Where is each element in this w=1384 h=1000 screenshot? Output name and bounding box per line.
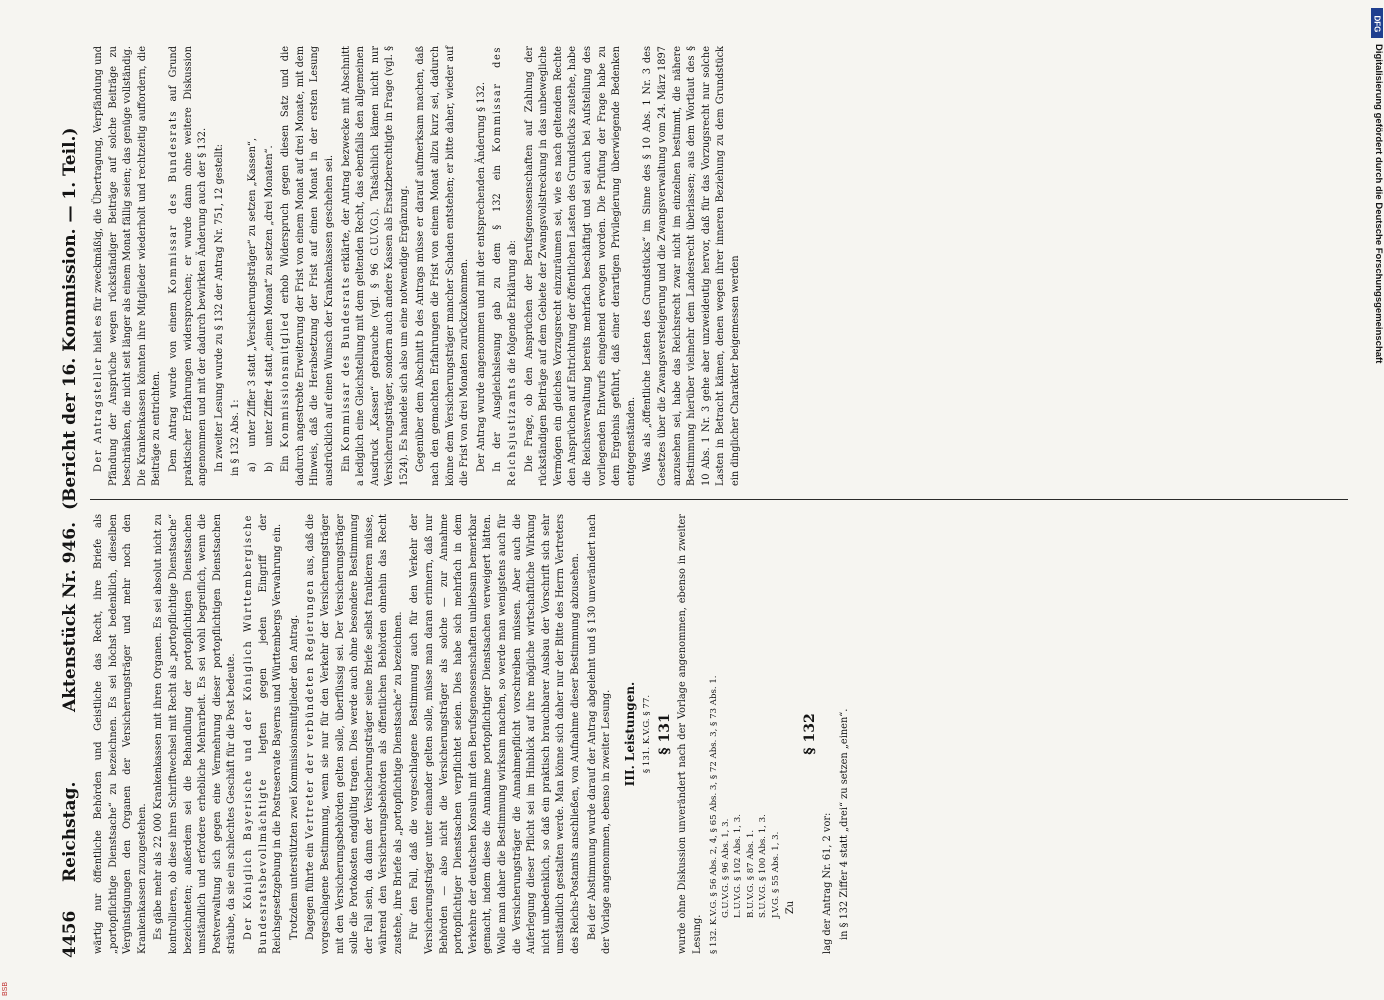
paragraph-text: hielt es für zweckmäßig, die Übertragung, Verpfändung und Pfändung der Ansprüche wegen rückständiger Beiträge auf solche Beiträge zu beschränken, die nicht seit länger als einem Monat fällig seien; das genüge vollständig. Die Krankenkassen könnten ihre Mitglieder wiederholt und rechtzeitig auffordern, die Beiträge zu entrichten. [93,46,163,486]
list-label: a) [246,462,258,472]
paragraph: In zweiter Lesung wurde zu § 132 der Antrag Nr. 751, 12 gestellt: [213,144,225,472]
library-stamp [2,970,12,996]
paragraph: Der Antrag wurde angenommen und mit der entsprechenden Änderung § 132. [475,81,487,472]
paragraph-text: legten gegen jeden Eingriff der Reichsgesetzgebung in die Postreservate Bayerns und Württembergs Verwahrung ein. [257,514,284,954]
paragraph-number: § 132 [801,713,818,755]
speaker-label: Kommissar des Bundesrats [340,276,352,452]
paragraph: Trotzdem unterstützten zwei Kommissionsmitglieder den Antrag. [288,614,300,940]
right-column [92,46,746,486]
paragraph-lead: Ein [340,455,352,472]
list-item [246,46,261,486]
paragraph-text: aus, daß die vorgeschlagene Bestimmung, wenn sie nur für den Verkehr der Versicherungsträger mit den Versicherungsbehörden gelten solle, überflüssig sei. Der Versicherungsträger solle die Portokosten endgültig tragen. Dies werde auch ohne besondere Bestimmung der Fall sein, da dann der Versicherungsträger seine Briefe selbst frankieren müsse, während den Versicherungsbehörden als öffentlichen Behörden ohnehin das Recht zustehe, ihre Briefe als „portopflichtige Dienstsache“ zu bezeichnen. [305,514,404,954]
speaker-label: Der Königlich Bayerische und der Königlich Württembergische Bundesratsbevollmächtigte [242,514,269,954]
list-item [263,46,278,486]
library-stamp-text: BSB [2,981,9,996]
header-bericht: (Bericht der 16. Kommission. — 1. Teil.) [60,127,80,510]
dfg-logo [1371,8,1383,38]
paragraph: Gegenüber dem Abschnitt b des Antrags müsse er darauf aufmerksam machen, daß nach den gemachten Erfahrungen die Frist von einem Monat allzu kurz sei, dadurch könne dem Versicherungsträger mancher Schaden entstehen; er bitte daher, wieder auf die Frist von drei Monaten zurückzukommen. [415,46,471,486]
zu-label: Zu [785,900,796,914]
paragraph-lead: Ein [280,455,292,472]
paragraph [167,46,211,486]
list-text: unter Ziffer 3 statt „Versicherungsträger“ zu setzen „Kassen“, [246,137,258,447]
paragraph-text: erklärte, der Antrag bezwecke mit Abschnitt a lediglich eine Gleichstellung mit dem geltenden Recht, das ebenfalls den allgemeinen Ausdruck „Kassen“ gebrauche (vgl. § 96 G.U.V.G.). Tatsächlich kämen nicht nur Versicherungsträger, sondern auch andere Kassen als Ersatzberechtigte in Frage (vgl. § 1524). Es handele sich also um eine notwendige Ergänzung. [340,46,410,486]
paragraph [340,46,413,486]
paragraph: Was als „öffentliche Lasten des Grundstücks“ im Sinne des § 10 Abs. 1 Nr. 3 des Gesetzes über die Zwangsversteigerung und die Zwangsverwaltung vom 24. März 1897 anzusehen sei, habe das Reichsrecht zwar nicht im einzelnen bestimmt, die nähere Bestimmung hierüber vielmehr dem Landesrecht überlassen; aus dem Wortlaut des § 10 Abs. 1 Nr. 3 gehe aber unzweideutig hervor, daß für das Vorzugsrecht nur solche Lasten in Betracht kämen, denen wegen ihrer inneren Beziehung zu dem Grundstück ein dinglicher Charakter beigemessen werden [642,46,741,486]
citation-block [708,514,782,954]
list-label: b) [263,461,275,472]
paragraph [242,514,286,954]
speaker-label: Kommissar des Reichsjustizamts [492,46,519,486]
left-column [92,514,854,954]
citation-line: J.V.G. § 55 Abs. 1, 3. [770,831,781,918]
paragraph: lag der Antrag Nr. 61, 2 vor: [822,812,834,954]
paragraph-text: erhob Widerspruch gegen diesen Satz und die dadurch angestrebte Erweiterung der Frist von einem Monat auf drei Monate, mit dem Hinweis, daß die Herabsetzung der Frist auf einen Monat in der ersten Lesung ausdrücklich auf einen Wunsch der Krankenkassen geschehen sei. [280,46,335,486]
section-heading: III. Leistungen. [622,681,637,787]
paragraph: Für den Fall, daß die vorgeschlagene Bestimmung auch für den Verkehr der Versicherungsträger unter einander gelten solle, müsse man daran erinnern, daß nur Behörden — also nicht die Versicherungsträger als solche — zur Annahme portopflichtiger Dienstsachen verpflichtet seien. Dies habe sich mehrfach in dem Verkehre der deutschen Konsuln mit den Berufsgenossenschaften unliebsam bemerkbar gemacht, indem diese die Annahme portopflichtiger Dienstsachen verweigert hätten. Wolle man daher die Bestimmung wirksam machen, so werde man wenigstens auch für die Versicherungsträger die Annahmepflicht vorschreiben müssen. Aber auch die Auferlegung dieser Pflicht sei im Hinblick auf ihre mögliche wirtschaftliche Wirkung nicht unbedenklich, so daß ein praktisch brauchbarer Ausbau der Vorschrift sich sehr umständlich gestalten werde. Man könne sich daher nur der Bitte des Herrn Vertreters des Reichs-Postamts anschließen, von Aufnahme dieser Bestimmung abzusehen. [409,514,581,954]
paragraph [491,46,520,486]
paragraph: Bei der Abstimmung wurde darauf der Antrag abgelehnt und § 130 unverändert nach der Vorlage angenommen, ebenso in zweiter Lesung. [586,514,613,954]
paragraph: wurde ohne Diskussion unverändert nach der Vorlage angenommen, ebenso in zweiter Lesung. [677,514,703,954]
document-page [58,0,1368,958]
page-header [58,0,84,958]
list-text: unter Ziffer 4 statt „einen Monat“ zu setzen „drei Monaten“. [263,145,275,447]
page-number: 4456 [60,910,80,958]
paragraph-lead: Dagegen führte ein [305,842,317,940]
speaker-label: Der Antragsteller [93,356,104,472]
citation-lead: § 132. K.V.G. § 56 Abs. 2, 4, § 65 Abs. 3, § 72 Abs. 3, § 73 Abs. 1. [708,675,719,954]
section-reference: § 131. K.V.G. § 77. [642,694,653,774]
paragraph: in § 132 Abs. 1: [230,399,242,476]
paragraph-lead: Dem Antrag wurde von einem [167,302,179,472]
rotated-page [58,0,1368,958]
paragraph-lead: In der Ausgleichslesung gab zu dem § 132 ein [492,165,504,472]
digitization-credit-text: Digitalisierung gefördert durch die Deutsche Forschungsgemeinschaft [1373,44,1384,364]
paragraph [279,46,337,486]
paragraph: wärtig nur öffentliche Behörden und Geistliche das Recht, ihre Briefe als „portopflichtige Dienstsache“ zu bezeichnen. Es sei höchst bedenklich, dieselben Vergünstigungen den Organen der Versicherungsträger und mehr noch den Krankenkassen zuzugestehen. [93,514,148,954]
paragraph-number: § 131 [656,713,673,755]
citation-line: L.U.V.G. § 102 Abs. 1, 3. [733,814,744,918]
paragraph-text: die folgende Erklärung ab: [507,240,519,374]
speaker-label: Vertreter der verbündeten Regierungen [305,579,317,839]
citation-line: G.U.V.G. § 96 Abs. 1, 3. [720,818,731,918]
header-reichstag: Reichstag. [60,781,80,882]
paragraph: Es gäbe mehr als 22 000 Krankenkassen mit ihren Organen. Es sei absolut nicht zu kontrollieren, ob diese ihren Schriftwechsel mit Recht als „portopflichtige Dienstsache“ bezeichneten; außerdem sei die Behandlung der portopflichtigen Dienstsachen umständlich und erfordere erhebliche Mehrarbeit. Es sei wohl begreiflich, wenn die Postverwaltung sich gegen eine Vermehrung dieser portopflichtigen Dienstsachen sträube, da sie ein schlechtes Geschäft für die Post bedeute. [153,514,238,954]
dfg-logo-text: DFG [1372,15,1382,33]
paragraph-text: auf Grund praktischer Erfahrungen widersprochen; er wurde dann ohne weitere Diskussion angenommen und mit der dadurch bewirkten Änderung auch der § 132. [167,46,209,486]
header-aktenstueck: Aktenstück Nr. 946. [60,521,80,712]
speaker-label: Kommissionsmitglied [280,311,292,448]
citation-line: B.U.V.G. § 87 Abs. 1. [745,829,756,918]
speaker-label: Kommissar des Bundesrats [167,109,179,294]
paragraph [92,46,165,486]
paragraph: Die Frage, ob den Ansprüchen der Berufsgenossenschaften auf Zahlung der rückständigen Beiträge auf dem Gebiete der Zwangsvollstreckung in das unbewegliche Vermögen ein gleiches Vorzugsrecht einzuräumen sei, wie es nach geltendem Rechte den Ansprüchen auf Entrichtung der öffentlichen Lasten des Grundstücks zustehe, habe die Reichsverwaltung bereits mehrfach beschäftigt und sei auch bei Aufstellung des vorliegenden Entwurfs eingehend erwogen worden. Die Prüfung der Frage habe zu dem Ergebnis geführt, daß einer derartigen Privilegierung überwiegende Bedenken entgegenständen. [523,46,637,486]
citation-line: S.U.V.G. § 100 Abs. 1, 3. [758,814,769,918]
column-divider [90,499,1348,500]
paragraph: in § 132 Ziffer 4 statt „drei“ zu setzen „einen“. [838,708,850,940]
paragraph [304,514,406,954]
digitization-credit [1370,44,1384,744]
